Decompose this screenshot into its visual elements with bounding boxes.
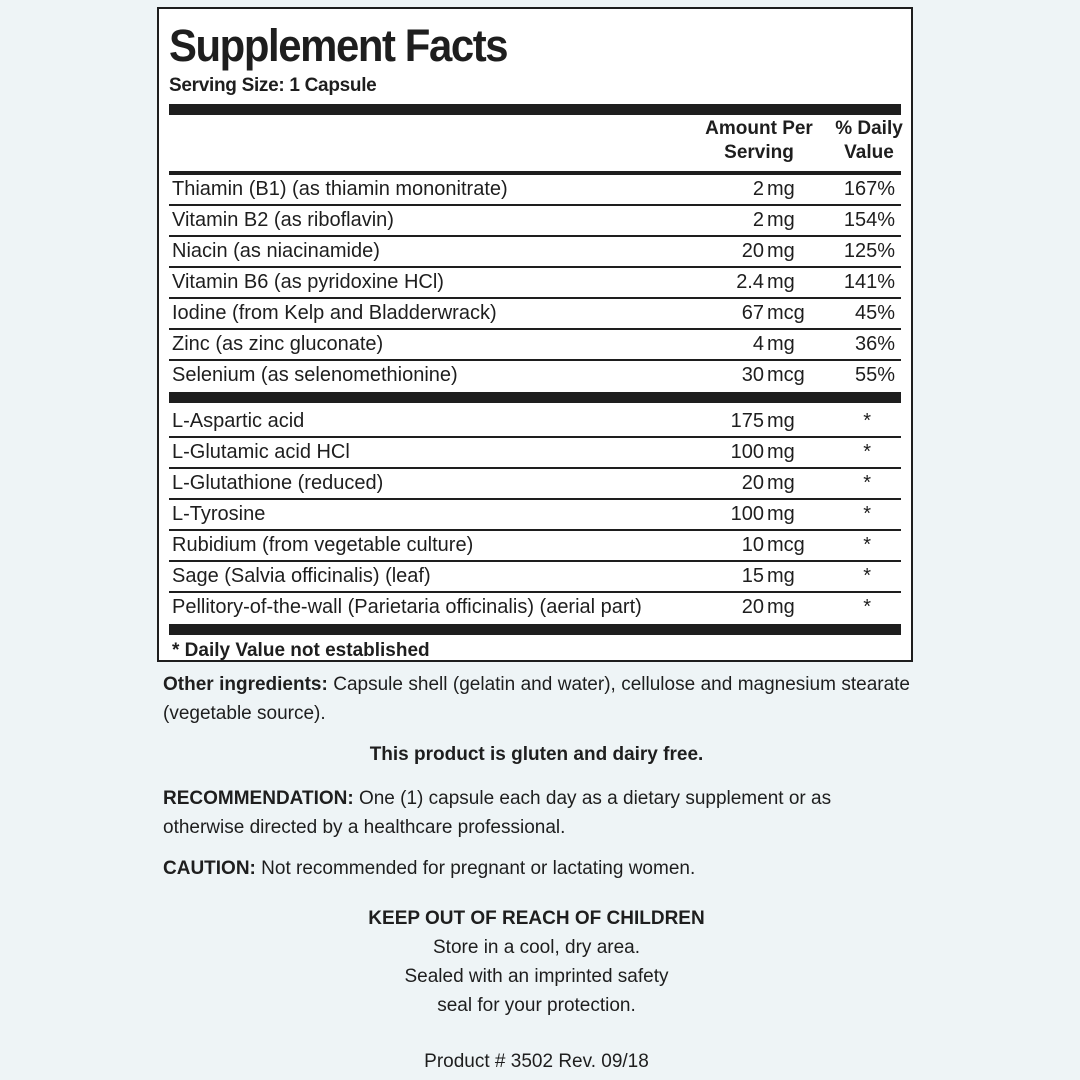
ingredient-name: L-Tyrosine <box>172 503 266 525</box>
bottom-divider <box>169 624 901 635</box>
amount: 20 <box>741 472 764 494</box>
caution <box>163 854 910 883</box>
unit: mg <box>767 240 795 262</box>
other-ingredients-label: Other ingredients: <box>163 674 328 695</box>
daily-value: * <box>863 472 871 494</box>
table-row <box>169 407 901 438</box>
daily-value: 125% <box>843 240 895 262</box>
unit: mcg <box>767 302 805 324</box>
amount: 4 <box>752 333 764 355</box>
daily-value: * <box>863 534 871 556</box>
unit: mg <box>767 209 795 231</box>
unit: mg <box>767 565 795 587</box>
vitamin-rows <box>169 175 901 390</box>
seal-line-2: seal for your protection. <box>437 995 636 1016</box>
daily-value: 45% <box>854 302 895 324</box>
supplement-facts-panel <box>157 7 913 662</box>
table-row <box>169 469 901 500</box>
table-row <box>169 562 901 593</box>
ingredient-name: L-Glutathione (reduced) <box>172 472 384 494</box>
unit: mg <box>767 271 795 293</box>
daily-value: * <box>863 565 871 587</box>
seal-line-1: Sealed with an imprinted safety <box>404 966 669 987</box>
table-row <box>169 175 901 206</box>
table-row <box>169 438 901 469</box>
amount: 175 <box>730 410 764 432</box>
unit: mcg <box>767 364 805 386</box>
footnote: * Daily Value not established <box>172 640 430 661</box>
unit: mg <box>767 503 795 525</box>
table-row <box>169 299 901 330</box>
amount: 20 <box>741 240 764 262</box>
column-header <box>169 115 901 171</box>
ingredient-name: Sage (Salvia officinalis) (leaf) <box>172 565 431 587</box>
daily-value-column-header: % Daily Value <box>835 118 903 163</box>
table-row <box>169 330 901 361</box>
amount: 15 <box>741 565 764 587</box>
amount: 100 <box>730 441 764 463</box>
table-row <box>169 593 901 622</box>
ingredient-name: L-Glutamic acid HCl <box>172 441 350 463</box>
amount: 2.4 <box>736 271 764 293</box>
daily-value: 167% <box>843 178 895 200</box>
amount: 30 <box>741 364 764 386</box>
amount-column-header: Amount Per Serving <box>705 118 813 163</box>
other-ingredients <box>163 670 910 728</box>
recommendation-label: RECOMMENDATION: <box>163 788 354 809</box>
daily-value: * <box>863 596 871 618</box>
amount: 2 <box>752 178 764 200</box>
unit: mcg <box>767 534 805 556</box>
ingredient-name: Zinc (as zinc gluconate) <box>172 333 384 355</box>
unit: mg <box>767 410 795 432</box>
keep-out-notice <box>163 904 910 1020</box>
unit: mg <box>767 333 795 355</box>
amount: 20 <box>741 596 764 618</box>
amount: 2 <box>752 209 764 231</box>
ingredient-name: Rubidium (from vegetable culture) <box>172 534 474 556</box>
daily-value: * <box>863 410 871 432</box>
table-row <box>169 237 901 268</box>
section-divider <box>169 392 901 403</box>
daily-value: * <box>863 503 871 525</box>
caution-label: CAUTION: <box>163 858 256 879</box>
gluten-note: This product is gluten and dairy free. <box>369 744 704 765</box>
caution-text: Not recommended for pregnant or lactating women. <box>255 858 696 879</box>
recommendation-text: One (1) capsule each day as a dietary supplement or as otherwise directed by a healthcare professional. <box>163 788 832 838</box>
ingredient-name: Niacin (as niacinamide) <box>172 240 380 262</box>
table-row <box>169 361 901 390</box>
unit: mg <box>767 596 795 618</box>
product-number: Product # 3502 Rev. 09/18 <box>424 1051 649 1072</box>
unit: mg <box>767 472 795 494</box>
table-row <box>169 268 901 299</box>
table-row <box>169 500 901 531</box>
ingredient-name: Iodine (from Kelp and Bladderwrack) <box>172 302 497 324</box>
unit: mg <box>767 178 795 200</box>
ingredient-name: Pellitory-of-the-wall (Parietaria officinalis) (aerial part) <box>172 596 642 618</box>
other-ingredient-rows <box>169 407 901 622</box>
table-row <box>169 206 901 237</box>
ingredient-name: Vitamin B6 (as pyridoxine HCl) <box>172 271 444 293</box>
ingredient-name: Selenium (as selenomethionine) <box>172 364 458 386</box>
ingredient-name: L-Aspartic acid <box>172 410 305 432</box>
serving-size: Serving Size: 1 Capsule <box>169 75 377 96</box>
panel-title: Supplement Facts <box>169 20 508 71</box>
thick-divider <box>169 104 901 115</box>
amount: 10 <box>741 534 764 556</box>
ingredient-name: Vitamin B2 (as riboflavin) <box>172 209 394 231</box>
recommendation <box>163 784 910 842</box>
daily-value: 55% <box>854 364 895 386</box>
amount: 67 <box>741 302 764 324</box>
ingredient-name: Thiamin (B1) (as thiamin mononitrate) <box>172 178 508 200</box>
daily-value: 141% <box>843 271 895 293</box>
unit: mg <box>767 441 795 463</box>
keep-out-title: KEEP OUT OF REACH OF CHILDREN <box>368 908 705 929</box>
daily-value: 36% <box>854 333 895 355</box>
daily-value: * <box>863 441 871 463</box>
storage-line: Store in a cool, dry area. <box>433 937 640 958</box>
amount: 100 <box>730 503 764 525</box>
daily-value: 154% <box>843 209 895 231</box>
table-row <box>169 531 901 562</box>
other-ingredients-text: Capsule shell (gelatin and water), cellulose and magnesium stearate (vegetable source). <box>163 674 910 724</box>
